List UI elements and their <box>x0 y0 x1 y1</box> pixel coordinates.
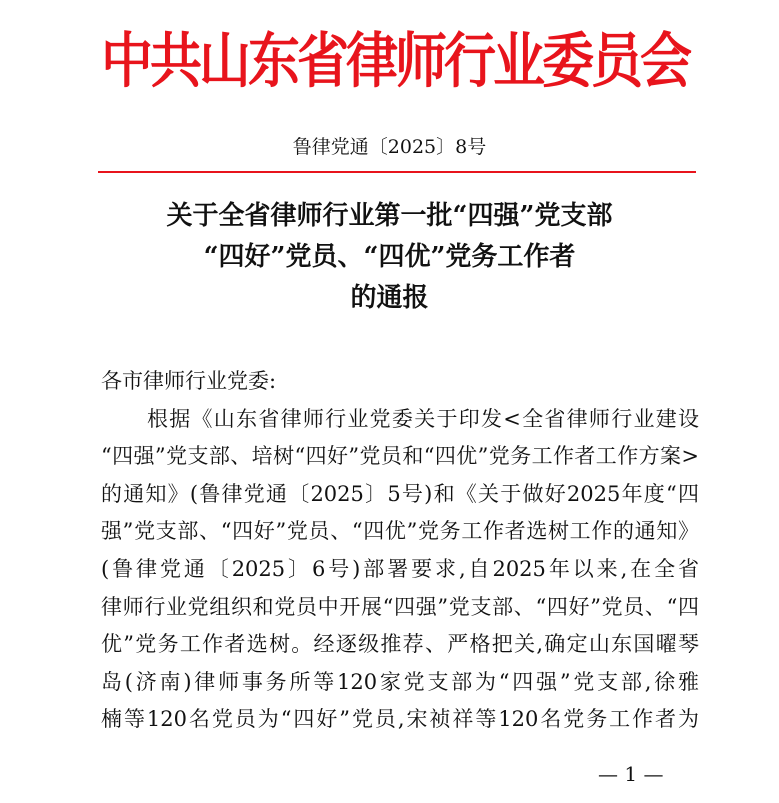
document-title <box>0 196 779 319</box>
body-line: 优”党务工作者选树。经逐级推荐、严格把关,确定山东国曜琴 <box>101 632 699 657</box>
body-line: 楠等120名党员为“四好”党员,宋祯祥等120名党务工作者为 <box>101 707 699 732</box>
body-line: 强”党支部、“四好”党员、“四优”党务工作者选树工作的通知》 <box>101 519 699 544</box>
title-line: 关于全省律师行业第一批“四强”党支部 <box>166 201 613 231</box>
document-body <box>101 363 699 739</box>
title-line: “四好”党员、“四优”党务工作者 <box>203 242 576 272</box>
body-line: (鲁律党通〔2025〕6号)部署要求,自2025年以来,在全省 <box>101 556 699 581</box>
title-line: 的通报 <box>350 283 429 313</box>
body-line: 律师行业党组织和党员中开展“四强”党支部、“四好”党员、“四 <box>101 594 699 619</box>
page-number: — 1 — <box>598 762 664 786</box>
red-divider <box>98 171 696 173</box>
body-line: 根据《山东省律师行业党委关于印发<全省律师行业建设 <box>147 406 699 431</box>
body-line: 的通知》(鲁律党通〔2025〕5号)和《关于做好2025年度“四 <box>101 481 699 506</box>
body-line: 岛(济南)律师事务所等120家党支部为“四强”党支部,徐雅 <box>101 669 699 694</box>
issuing-organization: 中共山东省律师行业委员会 <box>100 27 689 97</box>
body-line: “四强”党支部、培树“四好”党员和“四优”党务工作者工作方案> <box>101 444 699 469</box>
document-number: 鲁律党通〔2025〕8号 <box>292 136 487 158</box>
salutation: 各市律师行业党委: <box>101 369 277 393</box>
